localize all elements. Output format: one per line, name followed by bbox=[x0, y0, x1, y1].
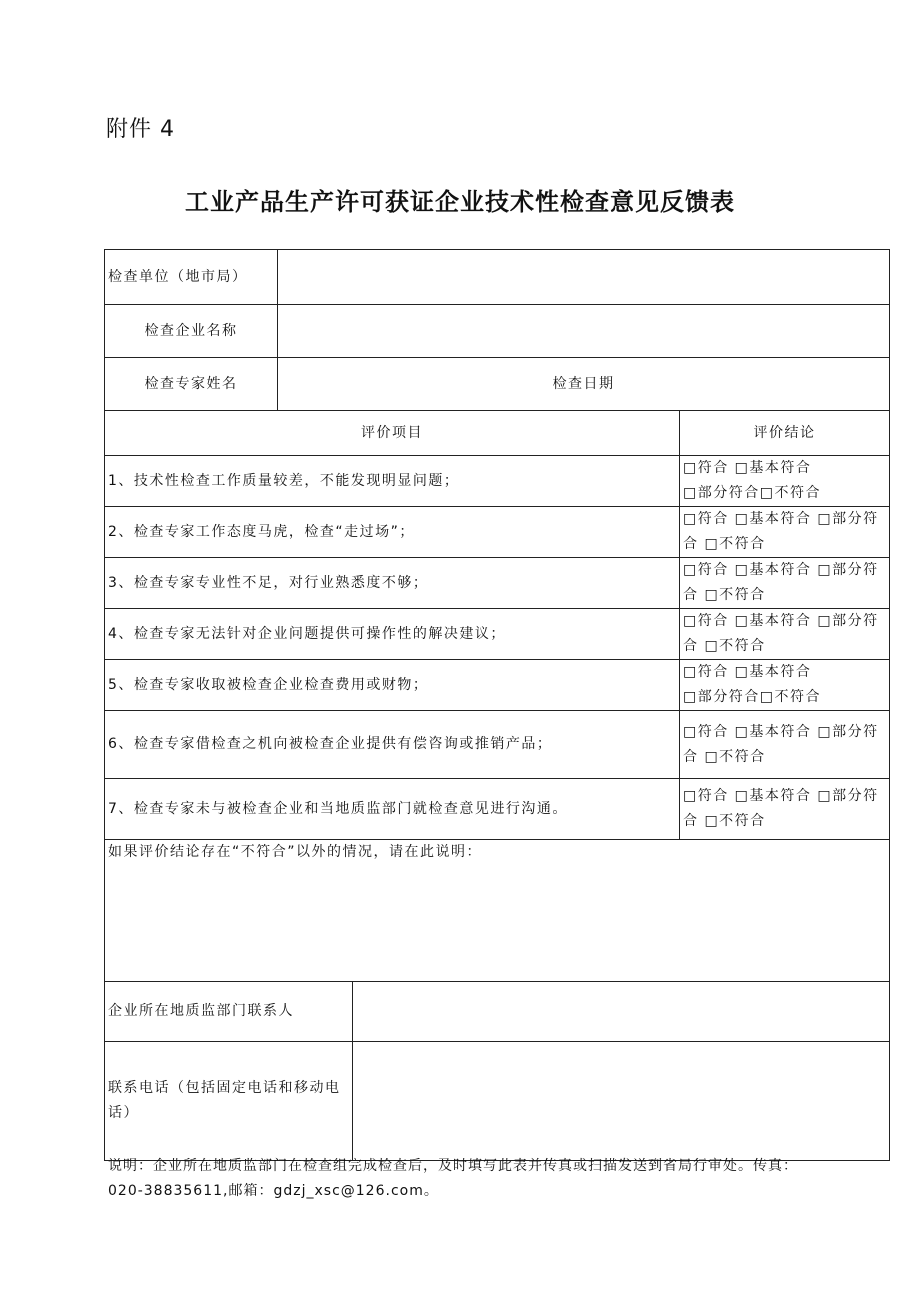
evaluation-conclusion-header: 评价结论 bbox=[680, 411, 890, 456]
evaluation-row bbox=[105, 711, 890, 779]
inspection-date-field[interactable] bbox=[278, 358, 890, 411]
conclusion-options[interactable]: □符合 □基本符合 □部分符合 □不符合 bbox=[680, 507, 890, 558]
row-contact-person bbox=[105, 982, 890, 1042]
inspection-unit-field[interactable] bbox=[278, 250, 890, 305]
evaluation-item: 5、检查专家收取被检查企业检查费用或财物； bbox=[105, 660, 680, 711]
conclusion-options[interactable]: □符合 □基本符合 □部分符合 □不符合 bbox=[680, 711, 890, 779]
contact-person-label: 企业所在地质监部门联系人 bbox=[105, 982, 353, 1042]
evaluation-row bbox=[105, 558, 890, 609]
form-title: 工业产品生产许可获证企业技术性检查意见反馈表 bbox=[185, 188, 735, 216]
evaluation-row bbox=[105, 456, 890, 507]
company-name-field[interactable] bbox=[278, 305, 890, 358]
evaluation-item: 2、检查专家工作态度马虎，检查“走过场”； bbox=[105, 507, 680, 558]
inspection-unit-label: 检查单位（地市局） bbox=[105, 250, 278, 305]
evaluation-item: 1、技术性检查工作质量较差，不能发现明显问题； bbox=[105, 456, 680, 507]
evaluation-item: 4、检查专家无法针对企业问题提供可操作性的解决建议； bbox=[105, 609, 680, 660]
expert-name-label: 检查专家姓名 bbox=[105, 358, 278, 411]
row-expert-name bbox=[105, 358, 890, 411]
explanation-prompt: 如果评价结论存在“不符合”以外的情况，请在此说明： bbox=[108, 844, 483, 860]
row-inspection-unit bbox=[105, 250, 890, 305]
evaluation-item-header: 评价项目 bbox=[105, 411, 680, 456]
evaluation-row bbox=[105, 660, 890, 711]
feedback-form-table bbox=[104, 249, 890, 1161]
row-company-name bbox=[105, 305, 890, 358]
conclusion-options[interactable]: □符合 □基本符合 □部分符合 □不符合 bbox=[680, 609, 890, 660]
footnote: 说明：企业所在地质监部门在检查组完成检查后，及时填写此表并传真或扫描发送到省局行审处。传真：020-38835611,邮箱：gdzj_xsc@126.com。 bbox=[108, 1158, 798, 1199]
conclusion-options[interactable]: □符合 □基本符合 □部分符合 □不符合 bbox=[680, 558, 890, 609]
row-contact-phone bbox=[105, 1042, 890, 1161]
explanation-field[interactable] bbox=[105, 840, 890, 982]
contact-person-field[interactable] bbox=[353, 982, 890, 1042]
inspection-date-label: 检查日期 bbox=[552, 375, 615, 392]
attachment-label: 附件 4 bbox=[106, 117, 175, 142]
conclusion-options[interactable]: □符合 □基本符合 □部分符合□不符合 bbox=[680, 456, 890, 507]
row-explanation bbox=[105, 840, 890, 982]
evaluation-item: 3、检查专家专业性不足，对行业熟悉度不够； bbox=[105, 558, 680, 609]
evaluation-item: 6、检查专家借检查之机向被检查企业提供有偿咨询或推销产品； bbox=[105, 711, 680, 779]
evaluation-row bbox=[105, 609, 890, 660]
evaluation-row bbox=[105, 779, 890, 840]
contact-phone-label: 联系电话（包括固定电话和移动电话） bbox=[105, 1042, 353, 1161]
evaluation-item: 7、检查专家未与被检查企业和当地质监部门就检查意见进行沟通。 bbox=[105, 779, 680, 840]
company-name-label: 检查企业名称 bbox=[105, 305, 278, 358]
conclusion-options[interactable]: □符合 □基本符合 □部分符合□不符合 bbox=[680, 660, 890, 711]
row-table-header bbox=[105, 411, 890, 456]
conclusion-options[interactable]: □符合 □基本符合 □部分符合 □不符合 bbox=[680, 779, 890, 840]
evaluation-row bbox=[105, 507, 890, 558]
contact-phone-field[interactable] bbox=[353, 1042, 890, 1161]
